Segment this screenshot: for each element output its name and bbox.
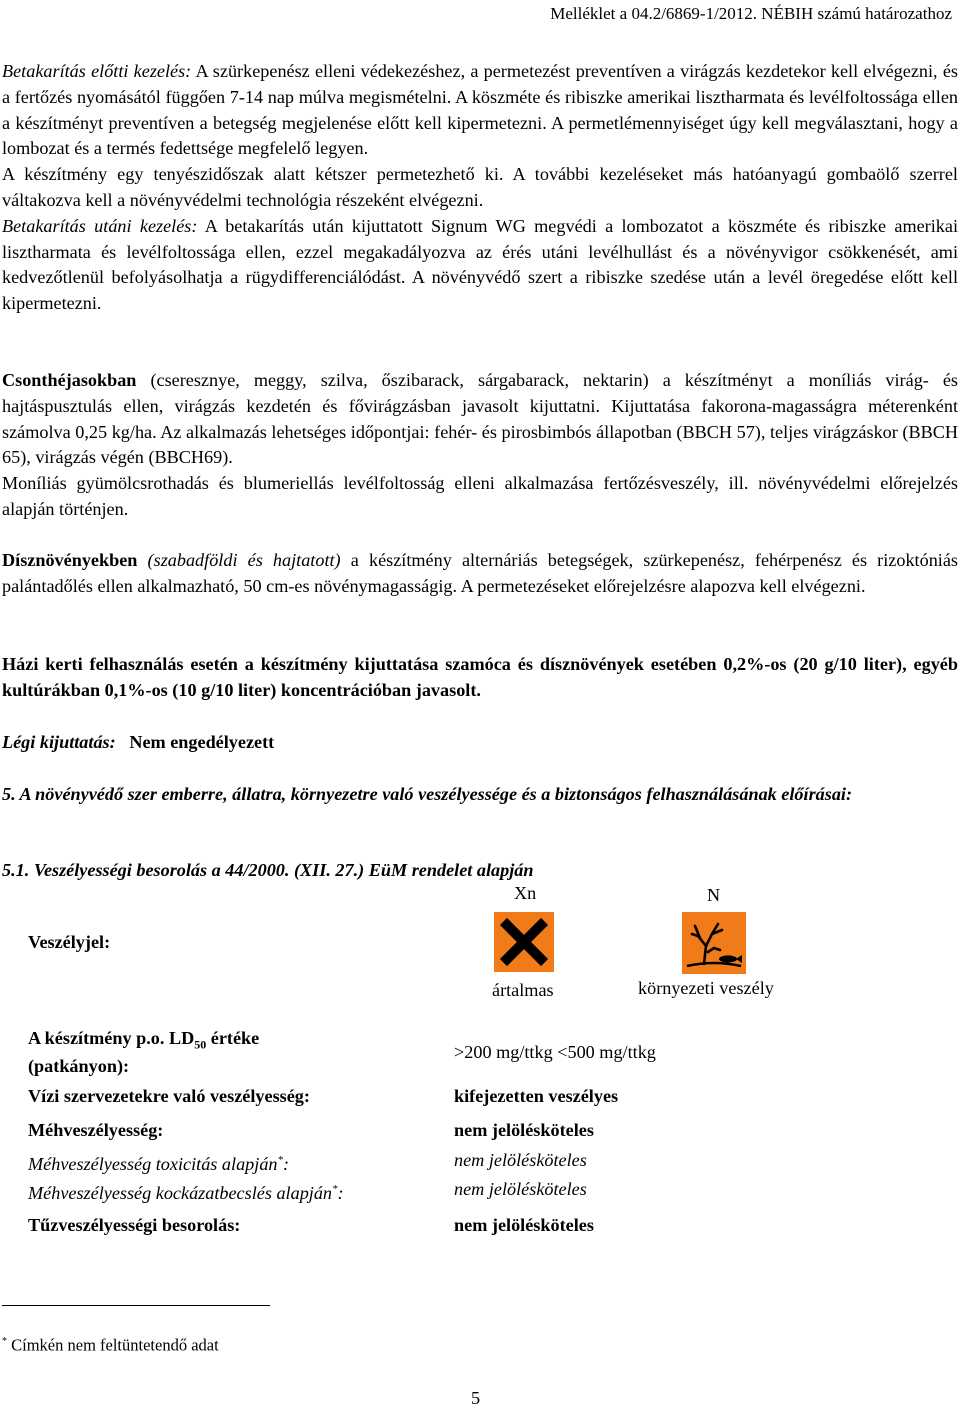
vizi-value: kifejezetten veszélyes xyxy=(454,1086,619,1106)
vizi-label: Vízi szervezetekre való veszélyesség: xyxy=(28,1086,310,1106)
meh-tox-value: nem jelölésköteles xyxy=(454,1150,587,1170)
page-header: Melléklet a 04.2/6869-1/2012. NÉBIH számú határozathoz xyxy=(550,4,952,23)
meh-kock-label xyxy=(28,1177,344,1205)
hazard-code-n: N xyxy=(707,885,721,905)
text-monilias: Moníliás gyümölcsrothadás és blumeriellás levélfoltosság elleni alkalmazása fertőzésveszély, ill. növényvédelmi előrejelzés alapján történjen. xyxy=(2,473,958,519)
tuz-value: nem jelölésköteles xyxy=(454,1215,594,1235)
meh-kock-label-text: Méhveszélyesség kockázatbecslés alapján xyxy=(28,1183,333,1204)
caption-artalmas: ártalmas xyxy=(492,980,554,1000)
paragraph-csonthejasok xyxy=(2,368,958,523)
italic-disznovenyek: (szabadföldi és hajtatott) xyxy=(137,550,341,570)
veszelyjel-label: Veszélyjel: xyxy=(28,932,111,952)
meh-tox-label xyxy=(28,1148,289,1176)
meh-label: Méhveszélyesség: xyxy=(28,1120,164,1140)
text-disznovenyek: a készítmény alternáriás betegségek, szürkepenész, fehérpenész és rizoktóniás palántadőlés ellen alkalmazható, 50 cm-es növénymagasságig. A permetezéseket előrejelzésre alapozva kell elvégezni. xyxy=(2,550,959,596)
meh-kock-colon: : xyxy=(337,1183,344,1204)
dead-tree-fish-icon xyxy=(682,912,746,974)
legi-label: Légi kijuttatás: xyxy=(2,732,116,752)
footnote-rule xyxy=(2,1305,270,1306)
ld50-value: >200 mg/ttkg <500 mg/ttkg xyxy=(454,1042,656,1062)
ld50-label-c: (patkányon): xyxy=(28,1056,130,1076)
section-5-heading: 5. A növényvédő szer emberre, állatra, környezetre való veszélyessége és a biztonságos felhasználásának előírásai: xyxy=(2,784,853,804)
text-csonthejasok: (cseresznye, meggy, szilva, őszibarack, sárgabarack, nektarin) a készítményt a moníliás virág- és hajtáspusztulás ellen, virágzás kezdetén és fővirágzásban javasolt kijuttatni. Kijuttatása fakorona-magasságra méterenként számolva 0,25 kg/ha. Az alkalmazás lehetséges időpontjai: fehér- és pirosbimbós állapotban (BBCH 57), teljes virágzáskor (BBCH 65), virágzás végén (BBCH69). xyxy=(2,370,958,468)
paragraph-ribiszke xyxy=(2,59,958,317)
legi-kijuttatas xyxy=(2,730,274,754)
hazard-code-xn: Xn xyxy=(514,883,537,903)
label-betakaritas-utani: Betakarítás utáni kezelés: xyxy=(2,215,198,236)
caption-kornyezeti-veszely: környezeti veszély xyxy=(638,978,774,998)
footnote xyxy=(2,1330,219,1358)
text-betakaritas-elotti: A szürkepenész elleni védekezéshez, a permetezést preventíven a virágzás kezdetekor kell elvégezni, és a fertőzés nyomásától függően 7-14 nap múlva megismételni. A köszméte és ribiszke amerikai lisztharmata és levélfoltossága ellen a készítményt preventíven a betegség megjelenése előtt kell kipermetezni. A permetlémennyiséget úgy kell megválasztani, hogy a lombozat és a termés fedettsége megfelelő legyen. xyxy=(2,61,958,159)
page-number: 5 xyxy=(471,1388,481,1408)
text-tenyeszidoszak: A készítmény egy tenyészidőszak alatt kétszer permetezhető ki. A további kezeléseket más hatóanyagú gombaölő szerrel váltakozva kell a növényvédelmi technológia részeként elvégezni. xyxy=(2,164,958,210)
meh-kock-star: * xyxy=(332,1183,338,1195)
ld50-label-a: A készítmény p.o. LD xyxy=(28,1028,195,1048)
ld50-label-b: értéke xyxy=(206,1028,260,1048)
lead-disznovenyek: Dísznövényekben xyxy=(2,550,138,570)
footnote-text: Címkén nem feltüntetendő adat xyxy=(7,1335,219,1355)
meh-value: nem jelölésköteles xyxy=(454,1120,594,1140)
footnote-star: * xyxy=(2,1336,7,1347)
lead-csonthejasok: Csonthéjasokban xyxy=(2,370,137,390)
label-betakaritas-elotti: Betakarítás előtti kezelés: xyxy=(2,61,192,81)
harmful-x-icon xyxy=(494,912,554,972)
paragraph-disznovenyek xyxy=(2,548,958,600)
text-betakaritas-utani: A betakarítás után kijuttatott Signum WG megvédi a lombozatot a köszméte és ribiszke amerikai lisztharmata és levélfoltossága ellen, ezzel megakadályozva az érés utáni levélhullást és a növényvigor csökkenését, ami kedvezőtlenül befolyásolhatja a rügydifferenciálódást. A növényvédő szert a ribiszke szedése után a levél öregedése előtt kell kipermetezni. xyxy=(2,215,958,314)
meh-tox-star: * xyxy=(277,1154,284,1166)
meh-tox-colon: : xyxy=(283,1154,290,1175)
meh-kock-value: nem jelölésköteles xyxy=(454,1179,587,1199)
tuz-label: Tűzveszélyességi besorolás: xyxy=(28,1215,241,1235)
section-5-1-heading: 5.1. Veszélyességi besorolás a 44/2000. (XII. 27.) EüM rendelet alapján xyxy=(2,860,534,880)
ld50-label xyxy=(28,1026,259,1057)
legi-value: Nem engedélyezett xyxy=(129,732,275,752)
ld50-sub: 50 xyxy=(194,1037,207,1052)
paragraph-hazi-kerti: Házi kerti felhasználás esetén a készítmény kijuttatása szamóca és dísznövények esetében 0,2%-os (20 g/10 liter), egyéb kultúrákban 0,1%-os (10 g/10 liter) koncentrációban javasolt. xyxy=(2,654,958,700)
meh-tox-label-text: Méhveszélyesség toxicitás alapján xyxy=(28,1154,278,1175)
